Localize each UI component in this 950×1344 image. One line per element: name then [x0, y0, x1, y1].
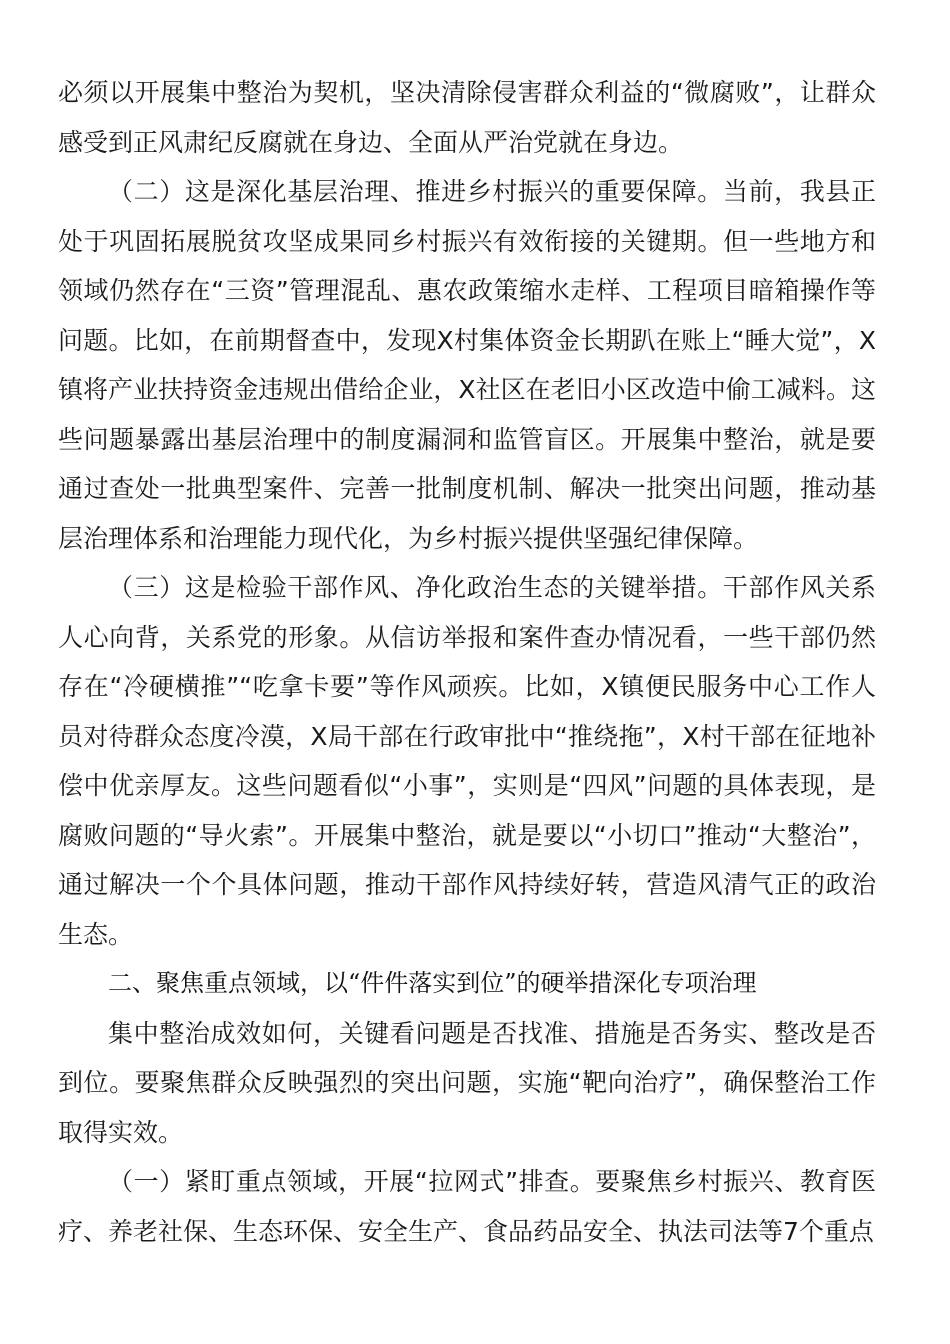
paragraph-intro: 集中整治成效如何，关键看问题是否找准、措施是否务实、整改是否到位。要聚焦群众反映强烈的突出问题，实施“靶向治疗”，确保整治工作取得实效。 [58, 1018, 876, 1147]
paragraph-subsection-1: （一）紧盯重点领域，开展“拉网式”排查。要聚焦乡村振兴、教育医疗、养老社保、生态环保、安全生产、食品药品安全、执法司法等7个重点 [58, 1167, 876, 1246]
paragraph-section-2: （二）这是深化基层治理、推进乡村振兴的重要保障。当前，我县正处于巩固拓展脱贫攻坚成果同乡村振兴有效衔接的关键期。但一些地方和领域仍然存在“三资”管理混乱、惠农政策缩水走样、工程项目暗箱操作等问题。比如，在前期督查中，发现X村集体资金长期趴在账上“睡大觉”，X镇将产业扶持资金违规出借给企业，X社区在老旧小区改造中偷工减料。这些问题暴露出基层治理中的制度漏洞和监管盲区。开展集中整治，就是要通过查处一批典型案件、完善一批制度机制、解决一批突出问题，推动基层治理体系和治理能力现代化，为乡村振兴提供坚强纪律保障。 [58, 177, 876, 553]
document-body [58, 68, 876, 1256]
paragraph-continuation: 必须以开展集中整治为契机，坚决清除侵害群众利益的“微腐败”，让群众感受到正风肃纪反腐就在身边、全面从严治党就在身边。 [58, 78, 876, 157]
section-heading: 二、聚焦重点领域，以“件件落实到位”的硬举措深化专项治理 [108, 969, 757, 997]
paragraph-section-3: （三）这是检验干部作风、净化政治生态的关键举措。干部作风关系人心向背，关系党的形象。从信访举报和案件查办情况看，一些干部仍然存在“冷硬横推”“吃拿卡要”等作风顽疾。比如，X镇便民服务中心工作人员对待群众态度冷漠，X局干部在行政审批中“推绕拖”，X村干部在征地补偿中优亲厚友。这些问题看似“小事”，实则是“四风”问题的具体表现，是腐败问题的“导火索”。开展集中整治，就是要以“小切口”推动“大整治”，通过解决一个个具体问题，推动干部作风持续好转，营造风清气正的政治生态。 [58, 573, 876, 949]
